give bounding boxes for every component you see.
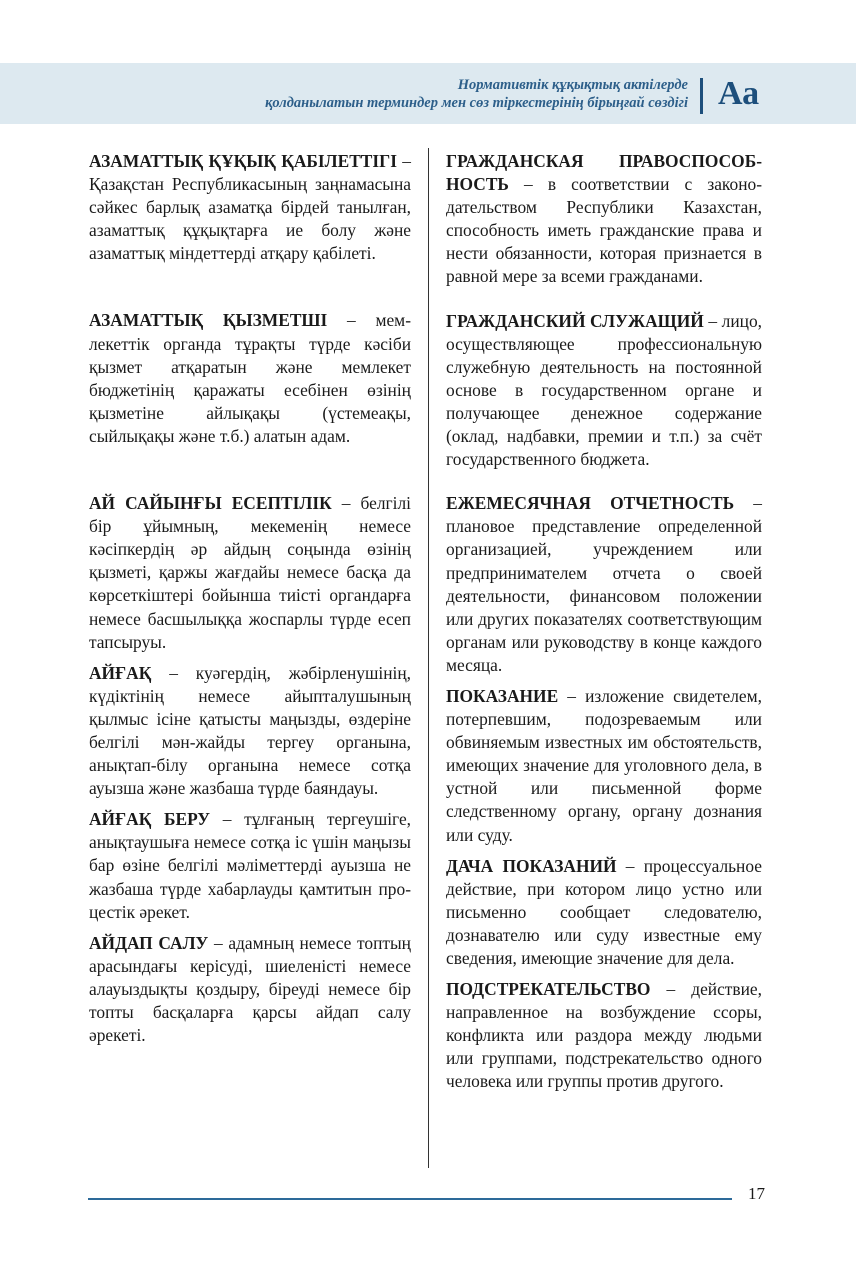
dictionary-entry (89, 492, 411, 654)
russian-column (446, 150, 762, 1094)
entry-term: ПОДСТРЕКАТЕЛЬСТВО (446, 979, 651, 1000)
dictionary-entry (446, 492, 762, 677)
dictionary-entry (446, 685, 762, 847)
entry-definition: – в соответствии с законодательством Республики Казахстан, способность иметь гражданские права и нести обязанности, которая признается в равной мере за всеми гражданами. (446, 174, 762, 287)
running-header (265, 76, 688, 112)
entry-definition: – белгілі бір ұйымның, мекеменің немесе кәсіпкердің әр айдың соңында өзінің қызметі, қаржы жағдайы немесе басқа да көрсеткіштері бойынша тиісті органдарға немесе басшылыққа жоспарлы түрде есеп тапсыруы. (89, 493, 411, 652)
entry-definition: – адамның немесе топтың арасындағы керісуді, шиеленісті немесе алауыздықты қоздыру, біреуді немесе бір топты басқаларға қарсы айдап салу әрекеті. (89, 932, 411, 1046)
entry-term: ГРАЖДАНСКАЯ ПРАВОСПОСОБНОСТЬ (446, 151, 762, 195)
column-divider (428, 148, 429, 1168)
dictionary-entry (89, 309, 411, 448)
entry-term: ГРАЖДАНСКИЙ СЛУЖАЩИЙ (446, 310, 704, 331)
dictionary-entry (446, 855, 762, 970)
header-line-2: қолданылатын терминдер мен сөз тіркестерінің бірыңғай сөздігі (265, 95, 688, 111)
kazakh-column (89, 150, 411, 1047)
dictionary-entry (446, 978, 762, 1093)
entry-term: АЙҒАҚ БЕРУ (89, 809, 211, 830)
entry-definition: – мемлекеттік органда тұрақты түрде кәсіби қызмет атқаратын және мемлекет бюджетінің қаражаты есебінен өзінің қызметіне айлықақы (үстемеақы, сыйлықақы және т.б.) алатын адам. (89, 310, 411, 446)
entry-term: ЕЖЕМЕСЯЧНАЯ ОТЧЕТНОСТЬ (446, 493, 735, 514)
entry-definition: – Қазақстан Республикасының заңнамасына сәйкес барлық азаматқа бірдей танылған, азаматтық құқықтарға ие болу және азаматтық міндеттерді атқару қабілеті. (89, 151, 411, 264)
entry-definition: – тұлғаның тергеушіге, анықтаушыға немесе сотқа іс үшін маңызы бар өзіне белгілі мәліметтерді ауызша не жазбаша түрде хабарлауды қамтитын процестік әрекет. (89, 809, 412, 922)
entry-definition: – процессуальное действие, при котором лицо устно или письменно сообщает следователю, дознавателю или суду известные ему сведения, имеющие значение для дела. (446, 855, 762, 968)
entry-definition: – куәгердің, жәбірленушінің, күдіктінің немесе айыпталушының қылмыс ісіне қатысты маңызды, өздеріне белгілі мән-жайды тергеу органына, анықтап-білу органына немесе сотқа ауызша және жазбаша түрде баяндауы. (89, 662, 411, 799)
dictionary-entry (446, 310, 762, 472)
dictionary-entry (89, 932, 411, 1047)
header-divider (700, 78, 703, 114)
dictionary-entry (89, 150, 411, 265)
footer-rule (88, 1198, 732, 1200)
dictionary-entry (446, 150, 762, 289)
dictionary-entry (89, 662, 411, 801)
header-line-1: Нормативтік құқықтық актілерде (457, 77, 688, 93)
entry-definition: – лицо, осуществляющее профессиональную служебную деятельность на постоянной основе в государственном органе и получающее денежное содержание (оклад, надбавки, премии и т.п.) за счёт государственного бюджета. (446, 310, 763, 470)
entry-term: АЗАМАТТЫҚ ҚҰҚЫҚ ҚАБІЛЕТТІГІ (89, 151, 398, 171)
section-letters: Аа (718, 75, 760, 112)
entry-term: АЗАМАТТЫҚ ҚЫЗМЕТШІ (89, 310, 328, 331)
dictionary-entry (89, 808, 411, 923)
entry-term: АЙДАП САЛУ (89, 932, 209, 953)
entry-term: ДАЧА ПОКАЗАНИЙ (446, 855, 617, 876)
entry-term: АЙҒАҚ (89, 662, 152, 683)
entry-term: ПОКАЗАНИЕ (446, 685, 559, 706)
entry-definition: – действие, направленное на возбуждение ссоры, конфликта или раздора между людьми или группами, подстрекательство одного человека или группы против другого. (446, 979, 762, 1092)
entry-term: АЙ САЙЫНҒЫ ЕСЕПТІЛІК (89, 493, 332, 514)
entry-definition: – плановое представление определенной организацией, учреждением или предпринимателем отчета о своей деятельности, финансовом положении или других показателях соответствующим органам или руководству в конце каждого месяца. (446, 493, 762, 675)
page-number: 17 (748, 1184, 765, 1203)
entry-definition: – изложение свидетелем, потерпевшим, подозреваемым или обвиняемым известных им обстоятельств, имеющих значение для уголовного дела, в устной или письменной форме следственному органу, органу дознания или суду. (446, 685, 762, 845)
